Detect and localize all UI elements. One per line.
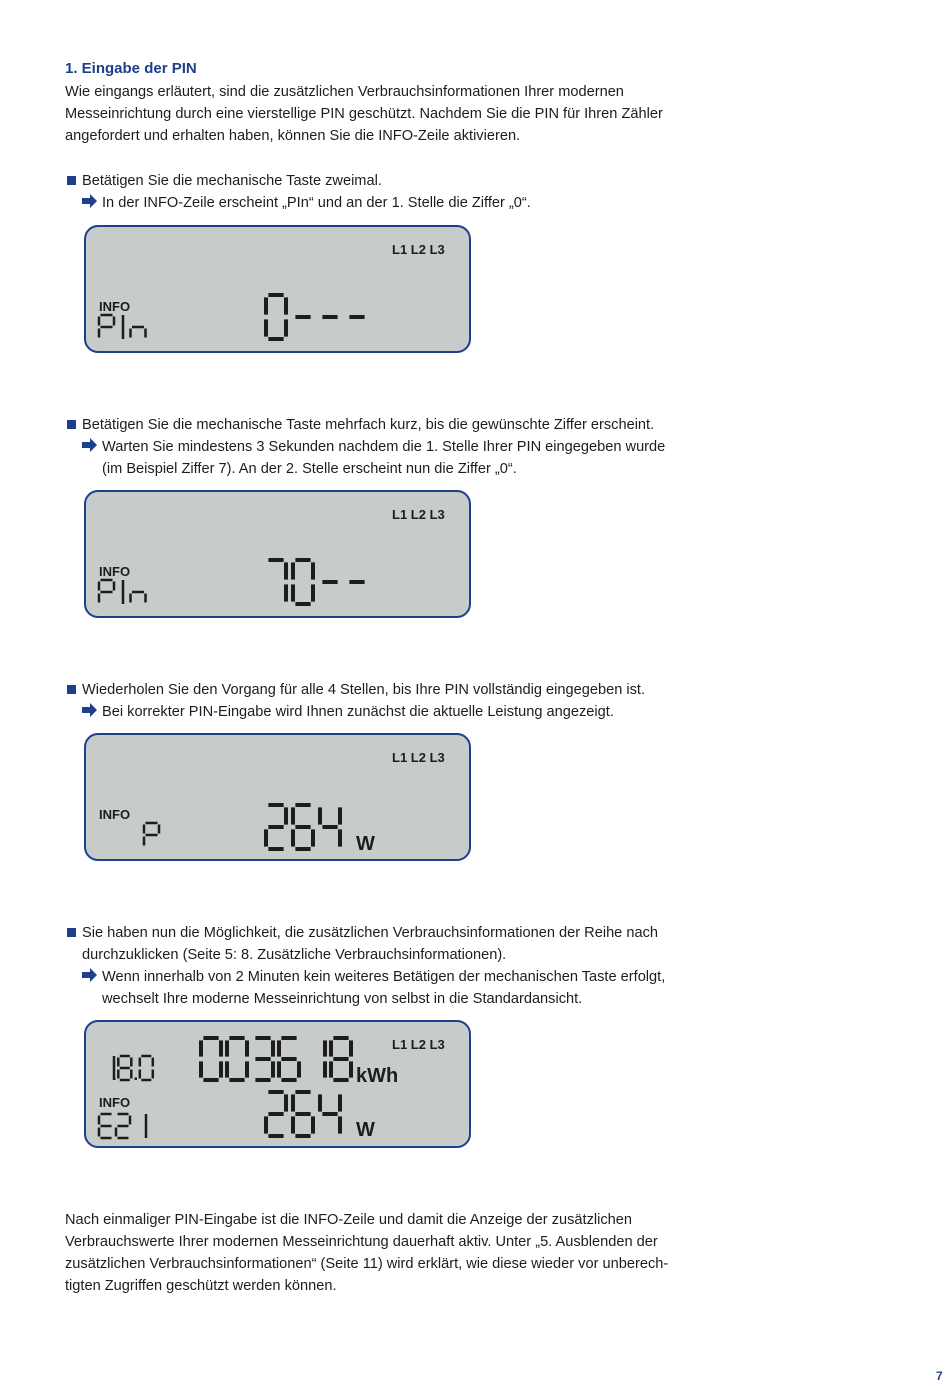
main-unit-label: kWh xyxy=(356,1065,399,1087)
lcd-display-step-1 xyxy=(84,225,471,353)
phase-indicator: L1 L2 L3 xyxy=(392,507,445,522)
main-value-segment xyxy=(201,1038,351,1080)
arrow-right-icon xyxy=(82,438,98,452)
lcd-value-segment xyxy=(266,295,365,339)
square-bullet-icon xyxy=(67,176,76,185)
lcd-value-segment xyxy=(268,560,364,604)
info-code-segment xyxy=(99,1114,146,1138)
arrow-right-icon xyxy=(82,703,98,717)
step-4-bullet: Sie haben nun die Möglichkeit, die zusätzlichen Verbrauchsinformationen der Reihe nach durchzuklicken (Seite 5: 8. Zusätzliche Verbrauchsinformationen). xyxy=(65,922,685,966)
info-label: INFO xyxy=(99,807,131,822)
step-4-result: Wenn innerhalb von 2 Minuten kein weiteres Betätigen der mechanischen Taste erfolgt, wechselt Ihre moderne Messeinrichtung von selbst in die Standardansicht. xyxy=(82,966,682,1010)
phase-indicator: L1 L2 L3 xyxy=(392,242,445,257)
step-1-result: In der INFO-Zeile erscheint „PIn“ und an der 1. Stelle die Ziffer „0“. xyxy=(82,192,682,214)
lcd-value-segment xyxy=(266,805,340,849)
step-1-bullet: Betätigen Sie die mechanische Taste zweimal. xyxy=(65,170,685,192)
square-bullet-icon xyxy=(67,420,76,429)
lcd-display-step-3 xyxy=(84,733,471,861)
info-label: INFO xyxy=(99,1095,131,1110)
step-2-result: Warten Sie mindestens 3 Sekunden nachdem die 1. Stelle Ihrer PIN eingegeben wurde (im Beispiel Ziffer 7). An der 2. Stelle erscheint nun die Ziffer „0“. xyxy=(82,436,682,480)
intro-paragraph: Wie eingangs erläutert, sind die zusätzlichen Verbrauchsinformationen Ihrer modernen Messeinrichtung durch eine vierstellige PIN geschützt. Nachdem Sie die PIN für Ihren Zähler angefordert und erhalten haben, können Sie die INFO-Zeile aktivieren. xyxy=(65,84,663,144)
phase-indicator: L1 L2 L3 xyxy=(392,750,445,765)
obis-code-segment xyxy=(113,1056,153,1080)
phase-indicator: L1 L2 L3 xyxy=(392,1037,445,1052)
unit-label: W xyxy=(356,833,375,855)
square-bullet-icon xyxy=(67,928,76,937)
arrow-right-icon xyxy=(82,968,98,982)
info-code-segment xyxy=(99,315,146,339)
info-code-segment xyxy=(144,823,159,846)
lcd-display-step-4 xyxy=(84,1020,471,1148)
step-3-bullet: Wiederholen Sie den Vorgang für alle 4 Stellen, bis Ihre PIN vollständig eingegeben ist. xyxy=(65,679,685,701)
lcd-display-step-2 xyxy=(84,490,471,618)
info-label: INFO xyxy=(99,299,131,314)
arrow-right-icon xyxy=(82,194,98,208)
lcd-value-segment xyxy=(266,1092,340,1136)
step-2-bullet: Betätigen Sie die mechanische Taste mehrfach kurz, bis die gewünschte Ziffer erscheint. xyxy=(65,414,685,436)
closing-paragraph: Nach einmaliger PIN-Eingabe ist die INFO-Zeile und damit die Anzeige der zusätzlichen Verbrauchswerte Ihrer modernen Messeinrichtung dauerhaft aktiv. Unter „5. Ausblenden der zusätzlichen Verbrauchsinformationen“ (Seite 11) wird erklärt, wie diese wieder vor unberechtigten Zugriffen geschützt werden können. xyxy=(65,1212,669,1294)
step-3-result: Bei korrekter PIN-Eingabe wird Ihnen zunächst die aktuelle Leistung angezeigt. xyxy=(82,701,682,723)
info-label: INFO xyxy=(99,564,131,579)
square-bullet-icon xyxy=(67,685,76,694)
section-title: 1. Eingabe der PIN xyxy=(65,60,197,77)
unit-label: W xyxy=(356,1119,375,1141)
info-code-segment xyxy=(99,580,146,604)
page-number: 7 xyxy=(936,1369,943,1383)
